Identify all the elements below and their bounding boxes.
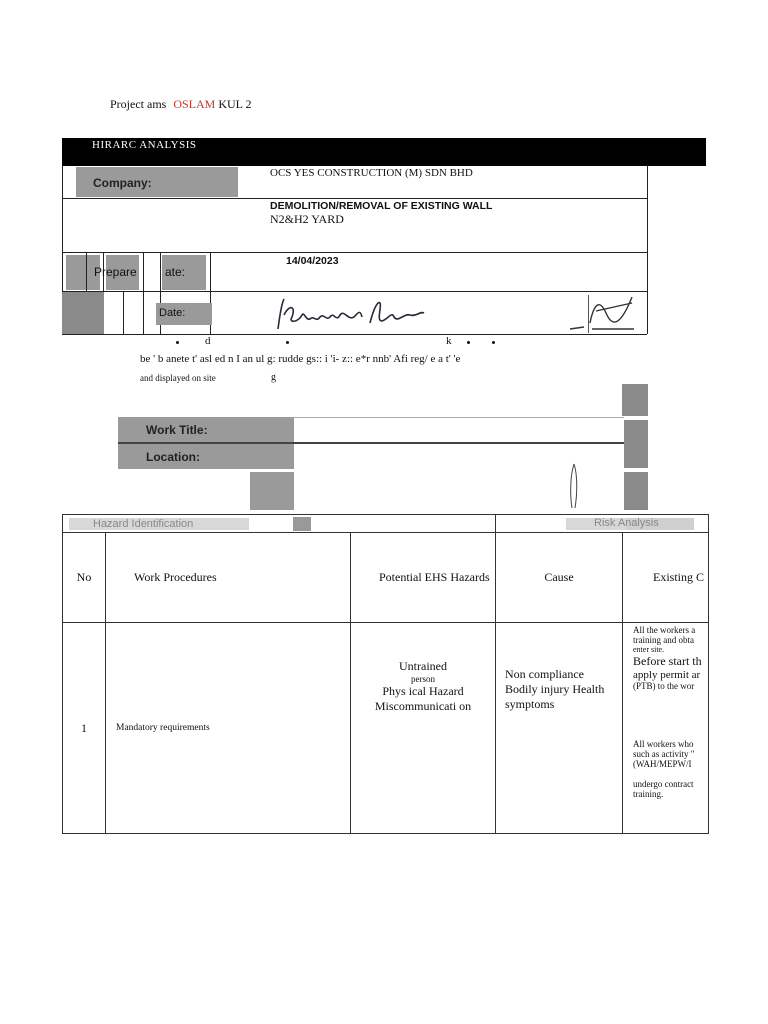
control-line: (PTB) to the wor (633, 681, 695, 691)
project-name-rest: KUL 2 (218, 97, 252, 111)
row-causes (496, 623, 623, 834)
scan-dot (467, 341, 470, 344)
group-right-label: Risk Analysis (594, 517, 659, 529)
frame-divider (62, 252, 647, 253)
company-value: OCS YES CONSTRUCTION (M) SDN BHD (270, 167, 473, 179)
hazard-item: Untrained (399, 659, 447, 673)
control-line: undergo contract (633, 779, 694, 789)
project-name-red: OSLAM (173, 97, 216, 111)
control-line: apply permit ar (633, 669, 701, 681)
work-divider (294, 442, 624, 444)
frame-divider (62, 198, 647, 199)
scan-dot (286, 341, 289, 344)
prepared-date: 14/04/2023 (286, 255, 339, 267)
signature-1-icon (270, 293, 430, 335)
signature-2-icon (566, 293, 636, 335)
approval-date-label: Date: (159, 307, 186, 319)
header-existing-controls: Existing C (623, 533, 709, 623)
column-divider (143, 252, 144, 334)
control-line: such as activity " (633, 749, 695, 759)
frame-divider (62, 291, 647, 292)
mark-icon (568, 462, 580, 510)
notice-line-1: be ' b anete t' asl ed n I an ul g: rudde gs:: i 'i- z:: e*r nnb' Afi reg/ e a t' 'e (140, 353, 461, 365)
cause-item: symptoms (505, 697, 555, 711)
scan-dot (492, 341, 495, 344)
work-location-label: Location: (146, 450, 200, 464)
header-no: No (63, 533, 106, 623)
hazard-item: Phys ical Hazard (382, 684, 464, 698)
hirarc-title: HIRARC ANALYSIS (92, 139, 197, 151)
control-line: (WAH/MEPW/I (633, 759, 692, 769)
company-label: Company: (93, 176, 152, 190)
header-work-procedures: Work Procedures (106, 533, 351, 623)
group-header-right (496, 515, 709, 533)
prepared-label: Prepare (94, 265, 137, 279)
hazard-item: person (411, 674, 435, 684)
row-procedure: Mandatory requirements (106, 623, 351, 834)
activity-title: DEMOLITION/REMOVAL OF EXISTING WALL (270, 200, 493, 212)
cause-item: Bodily injury Health (505, 682, 605, 696)
control-line: All workers who (633, 739, 694, 749)
column-divider (123, 292, 124, 334)
approval-date-box (156, 303, 212, 325)
control-line: enter site. (633, 645, 665, 654)
control-line: training and obta (633, 635, 694, 645)
date-label: ate: (165, 265, 186, 279)
work-info-box (118, 417, 624, 469)
gray-block (250, 472, 294, 510)
approval-gray-block (62, 292, 104, 334)
row-no: 1 (63, 623, 106, 834)
scan-dot (176, 341, 179, 344)
hirarc-header-bar (62, 138, 706, 166)
header-cause: Cause (496, 533, 623, 623)
frame-right-border (647, 166, 648, 334)
group-header-left (63, 515, 496, 533)
project-line (110, 97, 252, 112)
hazard-table (62, 514, 709, 834)
notice-line-2: and displayed on site (140, 373, 216, 383)
work-title-label: Work Title: (146, 423, 208, 437)
activity-location: N2&H2 YARD (270, 212, 344, 226)
side-gray-block (624, 472, 648, 510)
side-gray-block (622, 384, 648, 416)
prepared-label-box (94, 255, 139, 290)
date-label-box (162, 255, 206, 290)
control-line: Before start th (633, 654, 702, 668)
control-line: All the workers a (633, 625, 696, 635)
header-potential-hazards: Potential EHS Hazards (351, 533, 496, 623)
row-controls (623, 623, 709, 834)
group-left-label: Hazard Identification (93, 517, 194, 530)
row-hazards (351, 623, 496, 834)
side-gray-block (624, 420, 648, 468)
company-label-box (76, 167, 238, 197)
cause-item: Non compliance (505, 667, 584, 681)
project-label: Project ams (110, 97, 167, 111)
hazard-item: Miscommunicati on (374, 699, 472, 713)
table-row (63, 623, 709, 834)
control-line: training. (633, 789, 664, 799)
